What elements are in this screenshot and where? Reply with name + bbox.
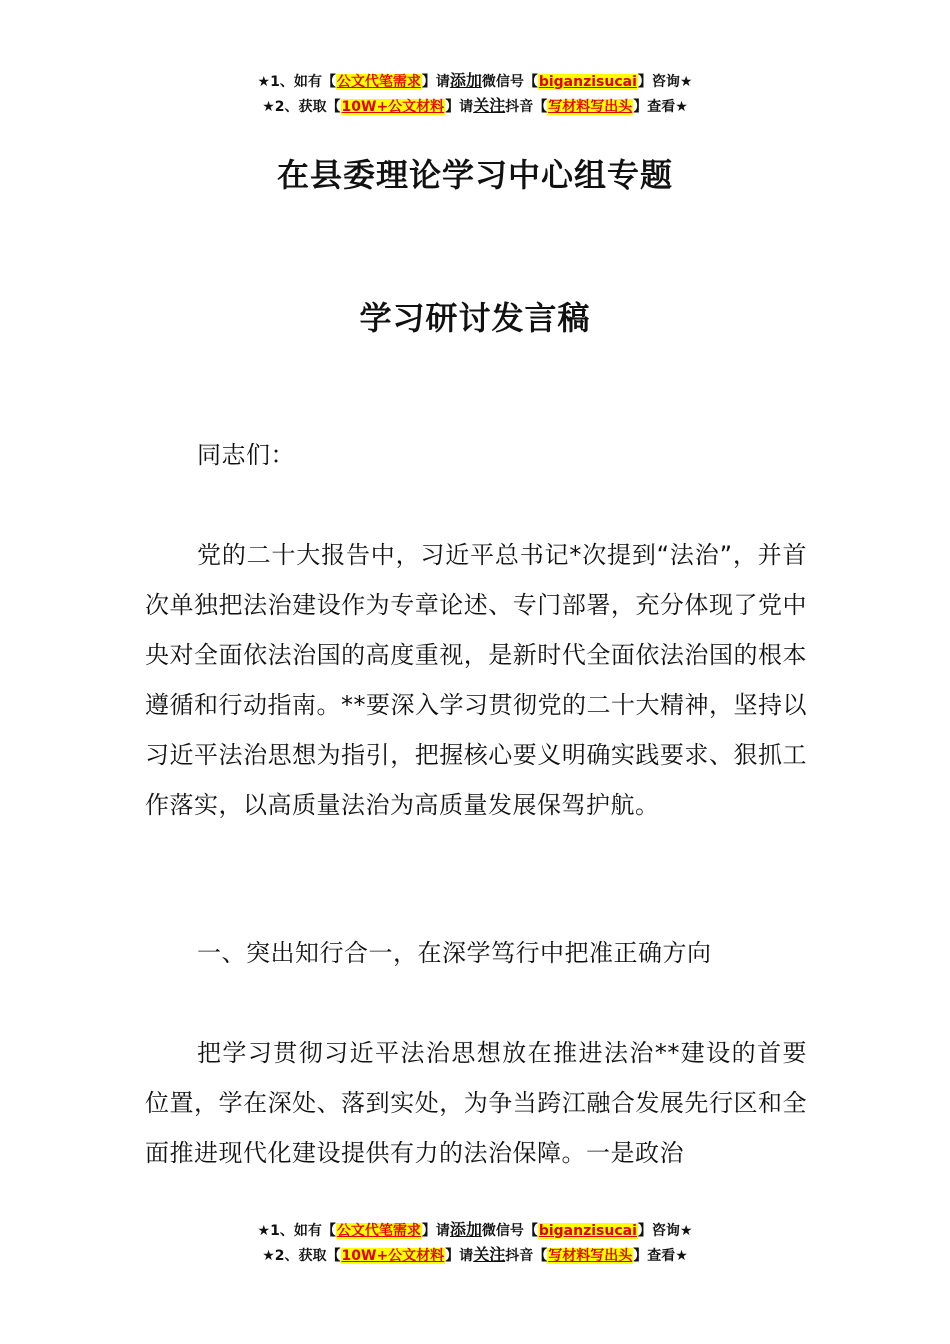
salutation: 同志们： [197,441,295,469]
banner-highlight-douyin: 写材料写出头 [548,1248,633,1264]
section-heading-1: 一、突出知行合一，在深学笃行中把准正确方向 [197,939,712,967]
banner-highlight-wechat-id: biganzisucai [538,74,637,90]
paragraph-1: 党的二十大报告中，习近平总书记*次提到“法治”，并首次单独把法治建设作为专章论述、专门部署，充分体现了党中央对全面依法治国的高度重视，是新时代全面依法治国的根本遵循和行动指南。**要深入学习贯彻党的二十大精神，坚持以习近平法治思想为指引，把握核心要义明确实践要求、狠抓工作落实，以高质量法治为高质量发展保驾护航。 [145,541,807,819]
banner-highlight-service: 公文代笔需求 [336,74,421,90]
banner-line-1: ★1、如有【公文代笔需求】请添加微信号【biganzisucai】咨询★ [257,1220,693,1239]
top-banner [0,69,950,119]
banner-highlight-materials: 10W+公文材料 [341,1248,445,1264]
banner-highlight-service: 公文代笔需求 [336,1223,421,1239]
document-title-line-2: 学习研讨发言稿 [359,299,591,337]
banner-highlight-douyin: 写材料写出头 [548,99,633,115]
paragraph-2: 把学习贯彻习近平法治思想放在推进法治**建设的首要位置，学在深处、落到实处，为争当跨江融合发展先行区和全面推进现代化建设提供有力的法治保障。一是政治 [145,1039,807,1167]
bottom-banner [0,1218,950,1268]
banner-highlight-wechat-id: biganzisucai [538,1223,637,1239]
banner-highlight-materials: 10W+公文材料 [341,99,445,115]
banner-line-2: ★2、获取【10W+公文材料】请关注抖音【写材料写出头】查看★ [262,96,688,115]
banner-line-1: ★1、如有【公文代笔需求】请添加微信号【biganzisucai】咨询★ [257,71,693,90]
document-title-line-1: 在县委理论学习中心组专题 [276,156,673,194]
banner-line-2: ★2、获取【10W+公文材料】请关注抖音【写材料写出头】查看★ [262,1245,688,1264]
